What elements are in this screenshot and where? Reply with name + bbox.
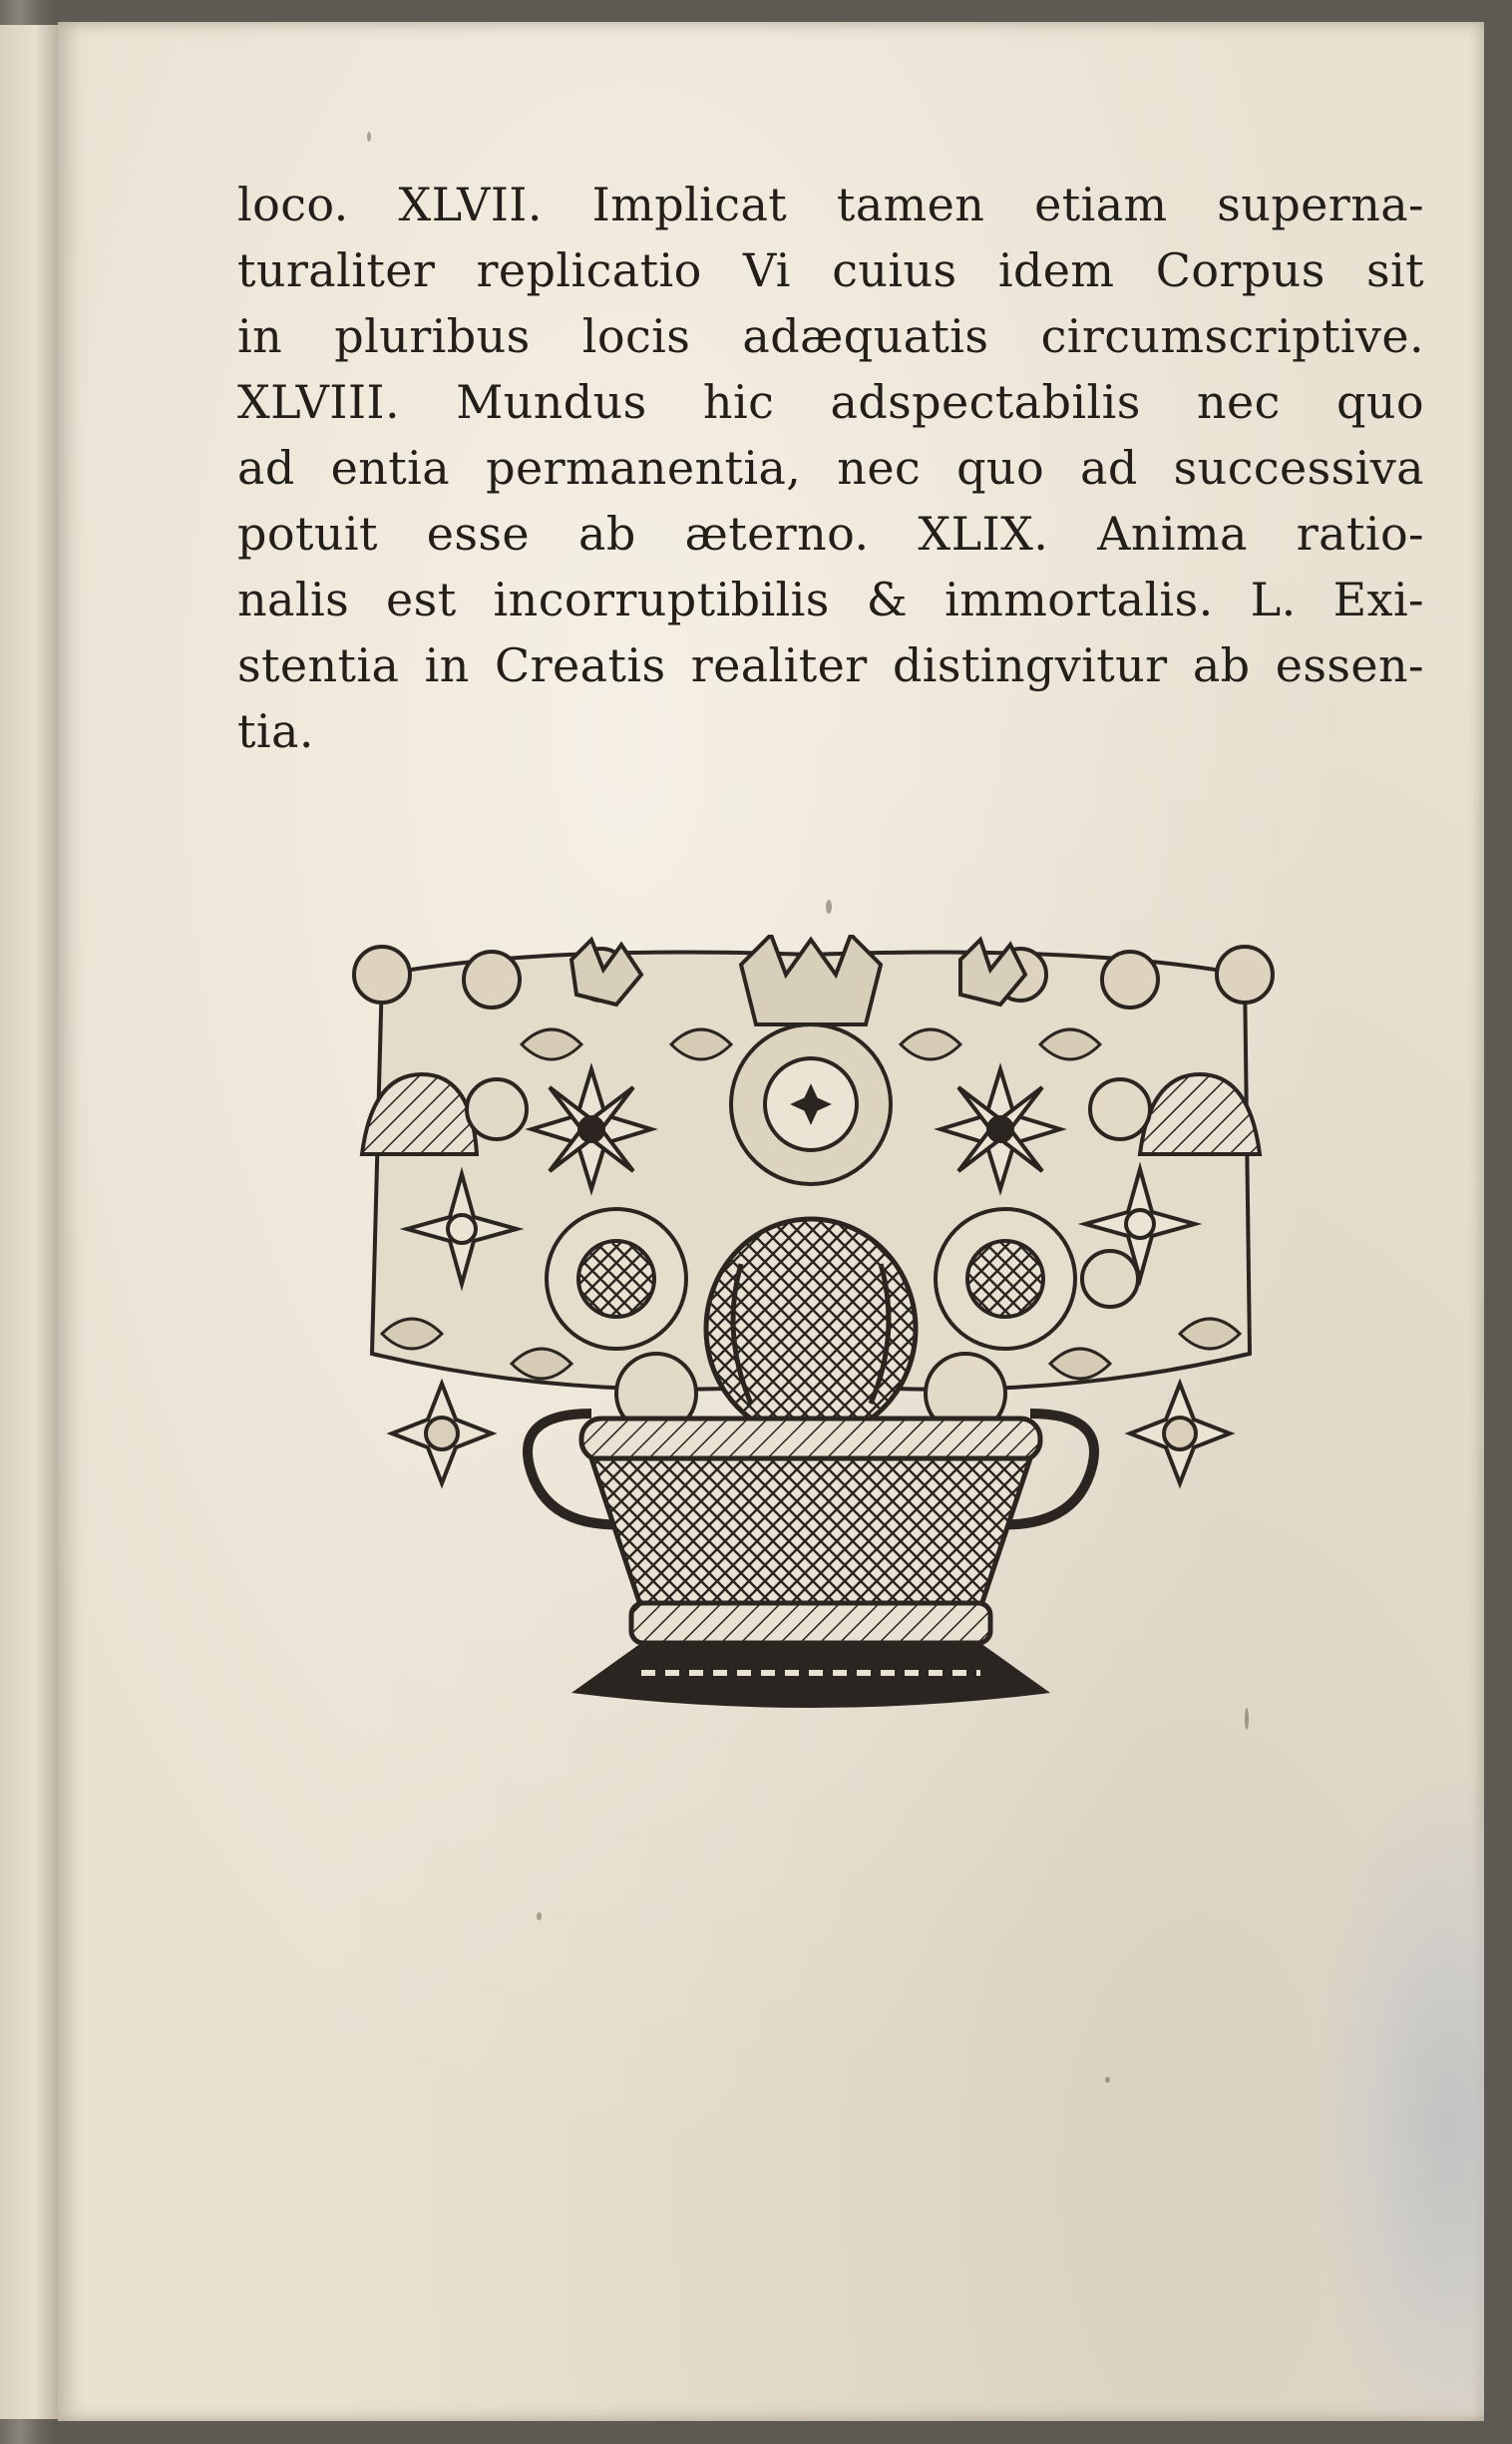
text-line: ad entia permanentia, nec quo ad successiva: [237, 441, 1424, 495]
paper-speck: [1105, 2077, 1110, 2083]
text-line: in pluribus locis adæquatis circumscriptive.: [237, 309, 1424, 363]
text-line: loco. XLVII. Implicat tamen etiam superna-: [237, 178, 1424, 231]
text-line: turaliter replicatio Vi cuius idem Corpus sit: [237, 243, 1424, 297]
paper-speck: [367, 132, 371, 142]
flower-basket-icon: [342, 935, 1285, 1713]
body-text: [237, 172, 1424, 764]
facing-page-edge: [0, 25, 60, 2419]
paper-speck: [1245, 1708, 1249, 1730]
text-line: tia.: [237, 704, 314, 758]
text-line: nalis est incorruptibilis & immortalis. L. Exi-: [237, 573, 1424, 626]
paper-stain: [1315, 1778, 1484, 2416]
book-page: [58, 22, 1484, 2421]
paper-speck: [537, 1912, 542, 1920]
text-line: stentia in Creatis realiter distingvitur ab essen-: [237, 638, 1424, 692]
text-line: XLVIII. Mundus hic adspectabilis nec quo: [237, 375, 1424, 429]
paper-speck: [826, 900, 832, 914]
text-line: potuit esse ab æterno. XLIX. Anima ratio-: [237, 507, 1424, 561]
